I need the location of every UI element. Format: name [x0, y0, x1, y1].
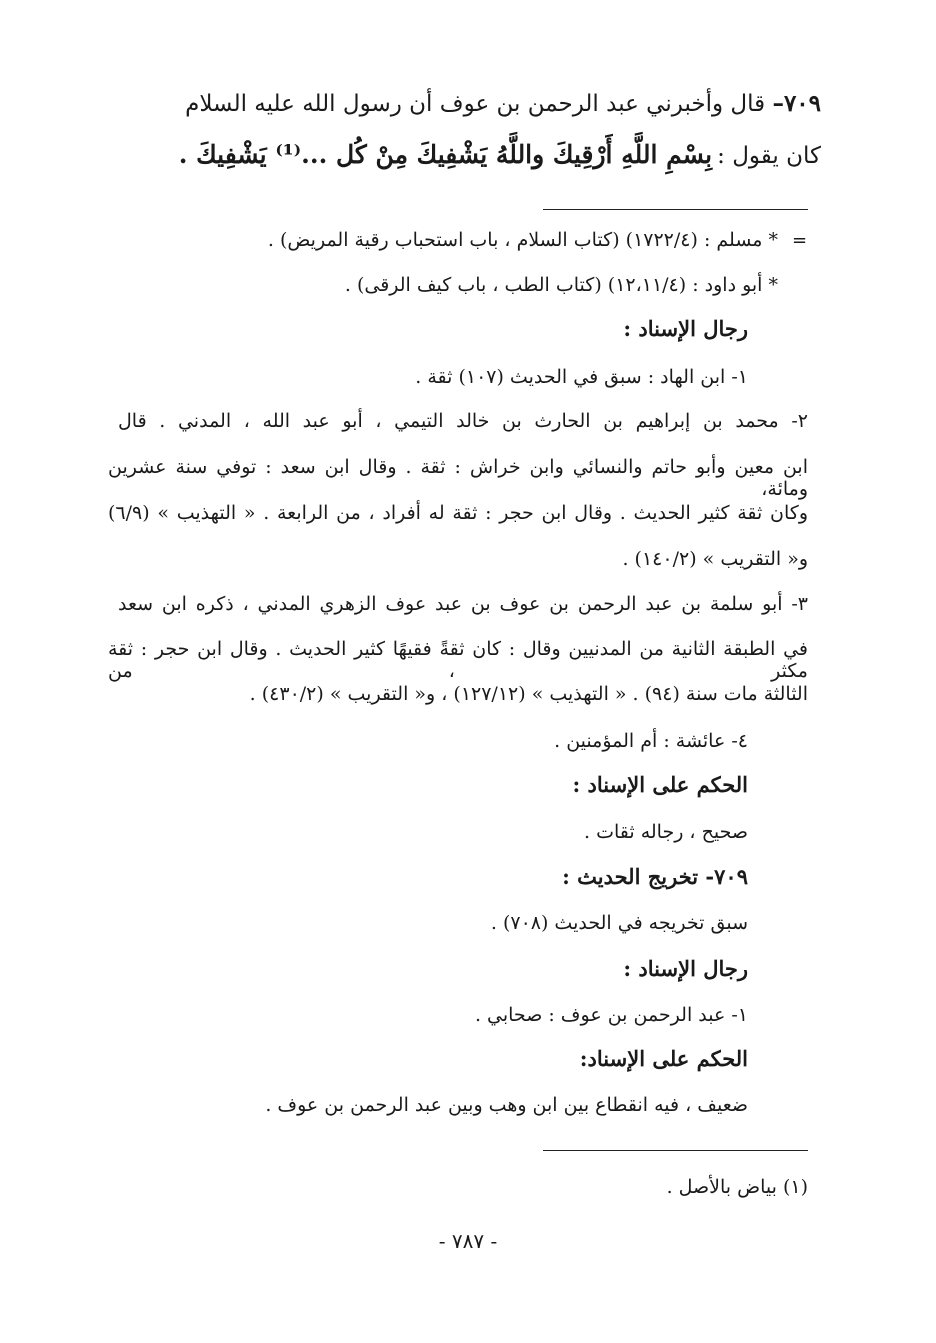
hadith-text-line-1: قال وأخبرني عبد الرحمن بن عوف أن رسول الله عليه السلام: [185, 91, 766, 117]
continuation-mark: =: [792, 230, 808, 251]
heading-rijal-2: رجال الإسناد :: [623, 956, 748, 981]
narrator-1: ١- ابن الهاد : سبق في الحديث (١٠٧) ثقة .: [415, 366, 748, 388]
source-muslim: * مسلم : (١٧٢٢/٤) (كتاب السلام ، باب استحباب رقية المريض) .: [267, 229, 778, 251]
heading-rijal-1: رجال الإسناد :: [623, 316, 748, 341]
heading-takhrij: ٧٠٩- تخريج الحديث :: [562, 864, 748, 889]
narrator-3-line-3: الثالثة مات سنة (٩٤) . « التهذيب » (١٢٧/١٢) ، و« التقريب » (٤٣٠/٢) .: [249, 683, 808, 705]
narrator-3-line-1: ٣- أبو سلمة بن عبد الرحمن بن عوف بن عبد عوف الزهري المدني ، ذكره ابن سعد: [118, 593, 808, 615]
hukm-text-1: صحيح ، رجاله ثقات .: [584, 821, 748, 843]
hadith-line-2: [111, 140, 821, 169]
hadith-quote: بِسْمِ اللَّهِ أَرْقِيكَ واللَّهُ يَشْفِيكَ مِنْ كُل ...⁽¹⁾ يَشْفِيكَ .: [178, 140, 713, 169]
heading-hukm-2: الحكم على الإسناد:: [579, 1046, 748, 1071]
footnote-separator-top: [543, 209, 808, 210]
page-number: - ٧٨٧ -: [438, 1229, 498, 1253]
footnote-separator-bottom: [543, 1150, 808, 1151]
narrator-2-line-1: ٢- محمد بن إبراهيم بن الحارث بن خالد التيمي ، أبو عبد الله ، المدني . قال: [118, 410, 808, 432]
hukm-text-2: ضعيف ، فيه انقطاع بين ابن وهب وبين عبد الرحمن بن عوف .: [265, 1094, 748, 1116]
narrator-4: ٤- عائشة : أم المؤمنين .: [554, 730, 748, 752]
footnote-1: (١) بياض بالأصل .: [666, 1176, 808, 1198]
heading-hukm-1: الحكم على الإسناد :: [572, 772, 748, 797]
narrator-2-line-2: ابن معين وأبو حاتم والنسائي وابن خراش : ثقة . وقال ابن سعد : توفي سنة عشرين ومائة،: [108, 456, 808, 500]
narrator-3-line-2: في الطبقة الثانية من المدنيين وقال : كان ثقةً فقيهًا كثير الحديث . وقال ابن حجر : ثقة مكثر ، من: [108, 638, 808, 682]
hadith-intro: كان يقول :: [717, 143, 821, 169]
narrator-2-line-4: و« التقريب » (١٤٠/٢) .: [622, 548, 808, 570]
hadith-line-1: [121, 92, 821, 116]
narrator-2-1: ١- عبد الرحمن بن عوف : صحابي .: [474, 1004, 748, 1026]
takhrij-text: سبق تخريجه في الحديث (٧٠٨) .: [490, 912, 748, 934]
source-abu-dawud: * أبو داود : (١٢،١١/٤) (كتاب الطب ، باب كيف الرقى) .: [344, 274, 778, 296]
hadith-number: ٧٠٩–: [772, 90, 821, 117]
narrator-2-line-3: وكان ثقة كثير الحديث . وقال ابن حجر : ثقة له أفراد ، من الرابعة . « التهذيب » (٦/٩): [108, 502, 808, 524]
